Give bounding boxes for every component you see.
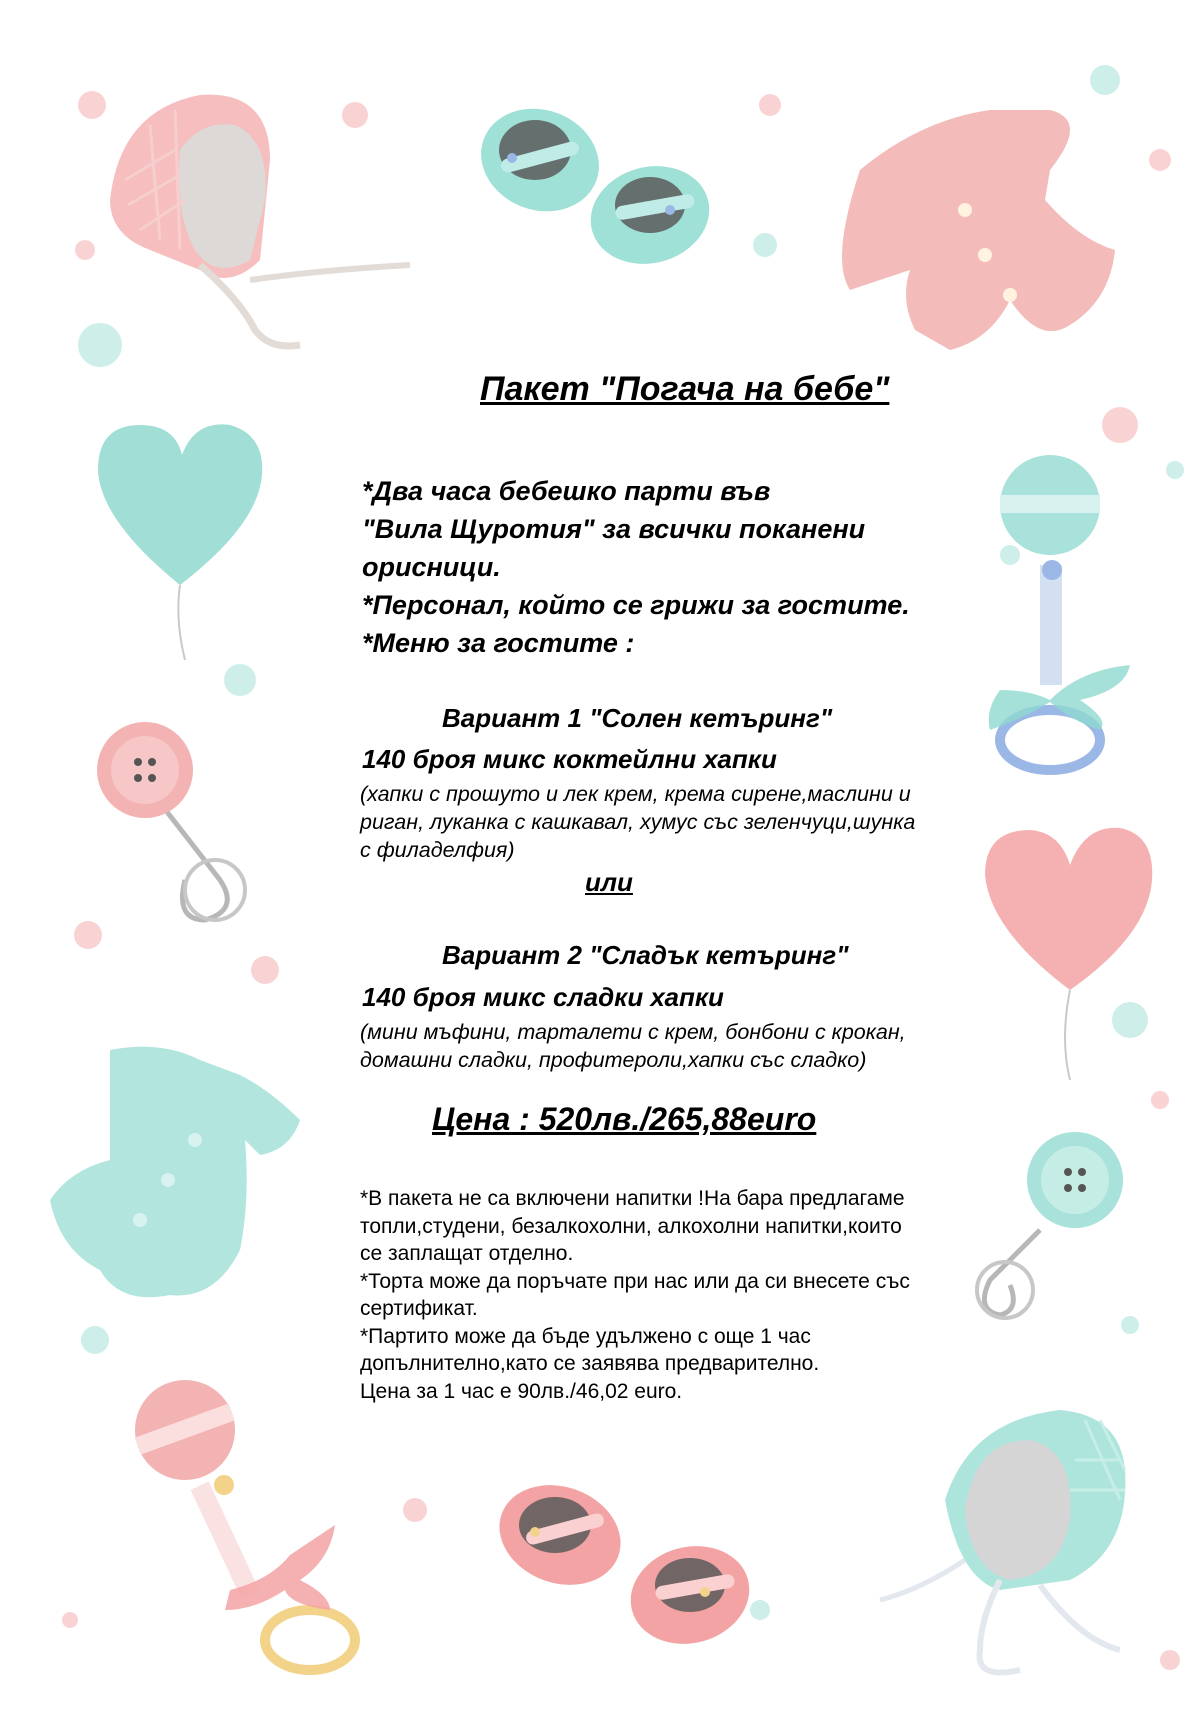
heart-balloon-icon [98, 424, 262, 660]
confetti-dot-icon [1121, 1316, 1139, 1334]
note-line: *В пакета не са включени напитки !На бара предлагаме [360, 1187, 905, 1210]
note-line: сертификат. [360, 1297, 478, 1320]
confetti-dot-icon [1160, 1650, 1180, 1670]
package-title: Пакет "Погача на бебе" [480, 370, 890, 408]
confetti-dot-icon [753, 233, 777, 257]
description-line: домашни сладки, профитероли,хапки със сладко) [360, 1048, 867, 1072]
intro-line: *Меню за гостите : [362, 628, 635, 658]
confetti-dot-icon [1166, 461, 1184, 479]
note-line: *Партито може да бъде удължено с още 1 час [360, 1324, 811, 1348]
confetti-dot-icon [1090, 65, 1120, 95]
description-line: (мини мъфини, тарталети с крем, бонбони с крокан, [360, 1020, 906, 1044]
confetti-dot-icon [750, 1600, 770, 1620]
confetti-dot-icon [251, 956, 279, 984]
intro-line: "Вила Щуротия" за всички поканени [362, 514, 866, 544]
confetti-dot-icon [403, 1498, 427, 1522]
description-line: (хапки с прошуто и лек крем, крема сирене,маслини и [360, 782, 911, 806]
confetti-dot-icon [81, 1326, 109, 1354]
intro-line: *Два часа бебешко парти във [362, 476, 771, 506]
description-line: риган, луканка с кашкавал, хумус със зеленчуци,шунка [360, 810, 916, 834]
confetti-dot-icon [78, 91, 106, 119]
rattle-icon [989, 455, 1130, 770]
heart-balloon-icon [985, 828, 1152, 1080]
bonnet-icon [110, 95, 410, 346]
package-intro [362, 472, 910, 662]
confetti-dot-icon [1151, 1091, 1169, 1109]
package-price: Цена : 520лв./265,88euro [432, 1101, 817, 1137]
bodysuit-icon [842, 110, 1115, 350]
baby-shoes-icon [467, 92, 721, 276]
rattle-icon [135, 1380, 355, 1670]
confetti-dot-icon [1102, 407, 1138, 443]
note-line: допълнително,като се заявява предварително. [360, 1352, 820, 1375]
confetti-dot-icon [1112, 1002, 1148, 1038]
note-line: *Торта може да поръчате при нас или да си внесете със [360, 1269, 910, 1293]
variant1-count: 140 броя микс коктейлни хапки [362, 744, 777, 774]
safety-pin-button-icon [97, 722, 245, 920]
variant2-count: 140 броя микс сладки хапки [362, 982, 724, 1012]
confetti-dot-icon [75, 240, 95, 260]
bonnet-icon [880, 1410, 1125, 1673]
or-separator: или [585, 867, 633, 897]
note-line: се заплащат отделно. [360, 1242, 574, 1265]
confetti-dot-icon [62, 1612, 78, 1628]
variant2-description [360, 1018, 1000, 1074]
baby-shoes-icon [485, 1469, 760, 1657]
confetti-dot-icon [759, 94, 781, 116]
intro-line: *Персонал, който се грижи за гостите. [362, 590, 910, 620]
note-line: топли,студени, безалкохолни, алкохолни напитки,които [360, 1214, 902, 1238]
intro-line: орисници. [362, 552, 501, 582]
variant1-description [360, 780, 1000, 864]
safety-pin-button-icon [977, 1132, 1123, 1318]
package-notes [360, 1185, 910, 1405]
description-line: с филаделфия) [360, 838, 515, 862]
note-line: Цена за 1 час е 90лв./46,02 euro. [360, 1379, 683, 1403]
confetti-dot-icon [1000, 545, 1020, 565]
confetti-dot-icon [78, 323, 122, 367]
confetti-dot-icon [224, 664, 256, 696]
confetti-dot-icon [74, 921, 102, 949]
bodysuit-icon [50, 1047, 300, 1298]
confetti-dot-icon [342, 102, 368, 128]
confetti-dot-icon [1149, 149, 1171, 171]
variant2-title: Вариант 2 "Сладък кетъринг" [442, 940, 849, 970]
variant1-title: Вариант 1 "Солен кетъринг" [442, 703, 833, 733]
